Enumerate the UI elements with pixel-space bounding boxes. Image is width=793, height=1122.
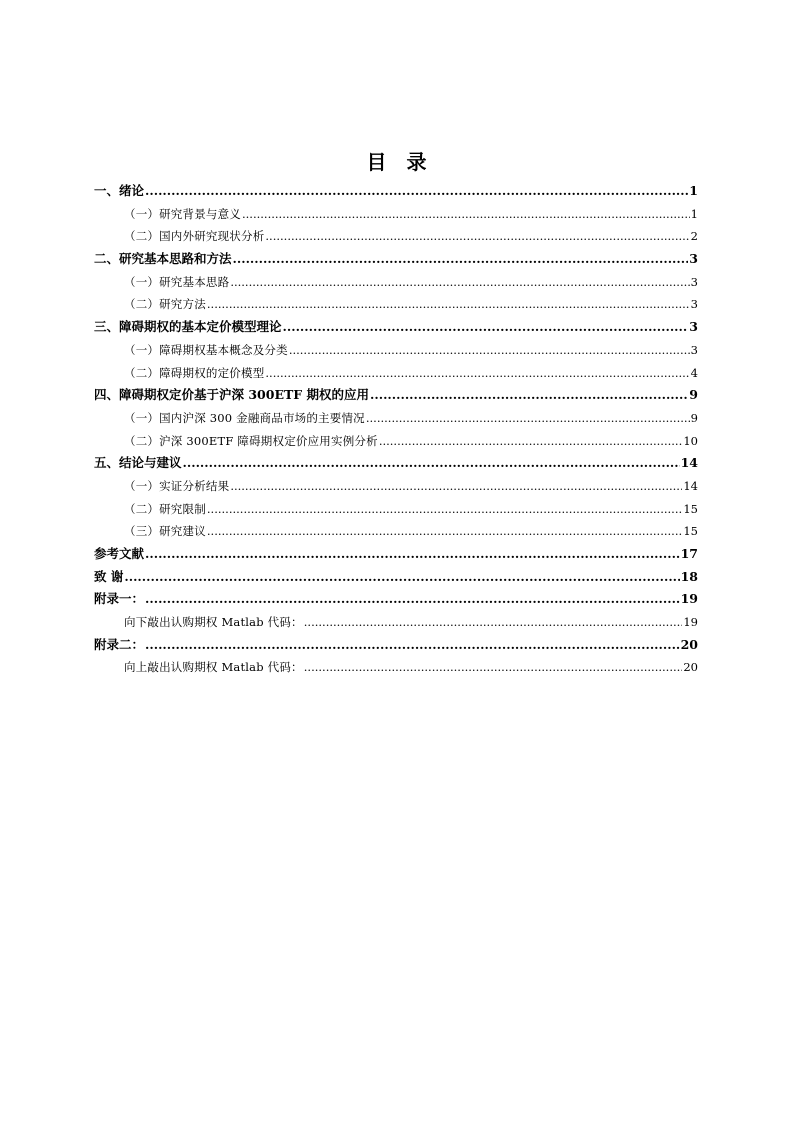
toc-dot-leader (145, 543, 680, 566)
toc-entry-label: 附录一： (94, 591, 145, 607)
toc-dot-leader (124, 566, 679, 589)
toc-dot-leader (233, 248, 689, 271)
toc-entry[interactable] (94, 588, 698, 611)
toc-entry-page-number: 17 (680, 546, 698, 561)
toc-entry-page-number: 9 (689, 387, 698, 403)
toc-title (0, 149, 793, 175)
toc-list (94, 180, 698, 679)
toc-dot-leader (265, 225, 689, 248)
toc-entry-label: （一）国内沪深 300 金融商品市场的主要情况 (124, 410, 365, 425)
toc-entry-label: （一）研究基本思路 (124, 274, 230, 289)
toc-dot-leader (379, 430, 683, 453)
toc-entry-label: 五、结论与建议 (94, 455, 182, 471)
toc-entry-page-number: 4 (690, 365, 698, 380)
toc-entry[interactable] (94, 384, 698, 407)
toc-entry[interactable] (94, 248, 698, 271)
toc-entry[interactable] (94, 339, 698, 362)
toc-entry-page-number: 3 (690, 297, 698, 312)
toc-entry-page-number: 10 (683, 433, 698, 448)
toc-entry[interactable] (94, 430, 698, 453)
toc-dot-leader (366, 407, 690, 430)
toc-title-left: 目 (366, 150, 387, 174)
toc-entry[interactable] (94, 362, 698, 385)
toc-entry-label: （三）研究建议 (124, 524, 206, 539)
toc-entry-page-number: 20 (683, 660, 698, 675)
toc-entry-page-number: 3 (689, 319, 698, 335)
toc-dot-leader (183, 452, 680, 475)
toc-dot-leader (145, 588, 680, 611)
toc-entry[interactable] (94, 520, 698, 543)
toc-entry-label: （二）沪深 300ETF 障碍期权定价应用实例分析 (124, 433, 378, 448)
toc-dot-leader (283, 316, 689, 339)
toc-entry-page-number: 14 (683, 478, 698, 493)
toc-entry[interactable] (94, 203, 698, 226)
toc-entry-label: 四、障碍期权定价基于沪深 300ETF 期权的应用 (94, 387, 370, 403)
toc-dot-leader (242, 203, 690, 226)
toc-dot-leader (304, 611, 683, 634)
toc-entry-page-number: 19 (683, 615, 698, 630)
toc-entry[interactable] (94, 566, 698, 589)
toc-entry[interactable] (94, 271, 698, 294)
toc-entry[interactable] (94, 498, 698, 521)
toc-entry-label: （二）研究限制 (124, 501, 206, 516)
toc-dot-leader (289, 339, 690, 362)
toc-entry-page-number: 1 (689, 183, 698, 198)
toc-entry[interactable] (94, 611, 698, 634)
toc-entry-label: （二）国内外研究现状分析 (124, 229, 265, 244)
toc-entry-label: 参考文献 (94, 546, 145, 561)
toc-entry-label: 附录二： (94, 636, 145, 652)
toc-entry[interactable] (94, 656, 698, 679)
toc-entry-label: 一、绪论 (94, 183, 145, 198)
toc-entry-page-number: 9 (690, 410, 698, 425)
toc-entry-label: （一）障碍期权基本概念及分类 (124, 342, 288, 357)
toc-title-right: 录 (406, 150, 427, 174)
toc-entry[interactable] (94, 180, 698, 203)
toc-entry-page-number: 3 (689, 251, 698, 267)
toc-entry-label: 致 谢 (94, 568, 124, 584)
toc-entry-page-number: 18 (680, 568, 698, 584)
toc-entry-page-number: 3 (690, 274, 698, 289)
toc-dot-leader (207, 293, 690, 316)
toc-entry-page-number: 15 (683, 501, 698, 516)
toc-entry-page-number: 3 (690, 342, 698, 357)
toc-entry-label: 二、研究基本思路和方法 (94, 251, 232, 267)
toc-entry[interactable] (94, 293, 698, 316)
toc-dot-leader (265, 362, 689, 385)
toc-entry[interactable] (94, 634, 698, 657)
toc-entry-page-number: 2 (690, 229, 698, 244)
toc-entry-label: 向上敲出认购期权 Matlab 代码： (124, 660, 303, 675)
toc-entry[interactable] (94, 452, 698, 475)
toc-dot-leader (304, 656, 683, 679)
toc-entry[interactable] (94, 316, 698, 339)
toc-entry-label: （一）实证分析结果 (124, 478, 230, 493)
toc-entry-label: 向下敲出认购期权 Matlab 代码： (124, 615, 303, 630)
toc-dot-leader (370, 384, 688, 407)
toc-dot-leader (207, 520, 682, 543)
toc-dot-leader (145, 634, 680, 657)
toc-dot-leader (207, 498, 682, 521)
toc-entry-page-number: 1 (690, 206, 698, 221)
toc-entry-page-number: 14 (680, 455, 698, 471)
toc-entry[interactable] (94, 543, 698, 566)
toc-entry[interactable] (94, 407, 698, 430)
toc-entry[interactable] (94, 225, 698, 248)
toc-entry-label: 三、障碍期权的基本定价模型理论 (94, 319, 282, 335)
toc-entry-label: （二）研究方法 (124, 297, 206, 312)
toc-entry-page-number: 20 (680, 636, 698, 652)
toc-dot-leader (230, 475, 682, 498)
toc-entry[interactable] (94, 475, 698, 498)
toc-dot-leader (145, 180, 688, 203)
toc-entry-label: （一）研究背景与意义 (124, 206, 241, 221)
toc-entry-page-number: 19 (680, 591, 698, 607)
toc-entry-label: （二）障碍期权的定价模型 (124, 365, 265, 380)
toc-dot-leader (230, 271, 689, 294)
toc-entry-page-number: 15 (683, 524, 698, 539)
